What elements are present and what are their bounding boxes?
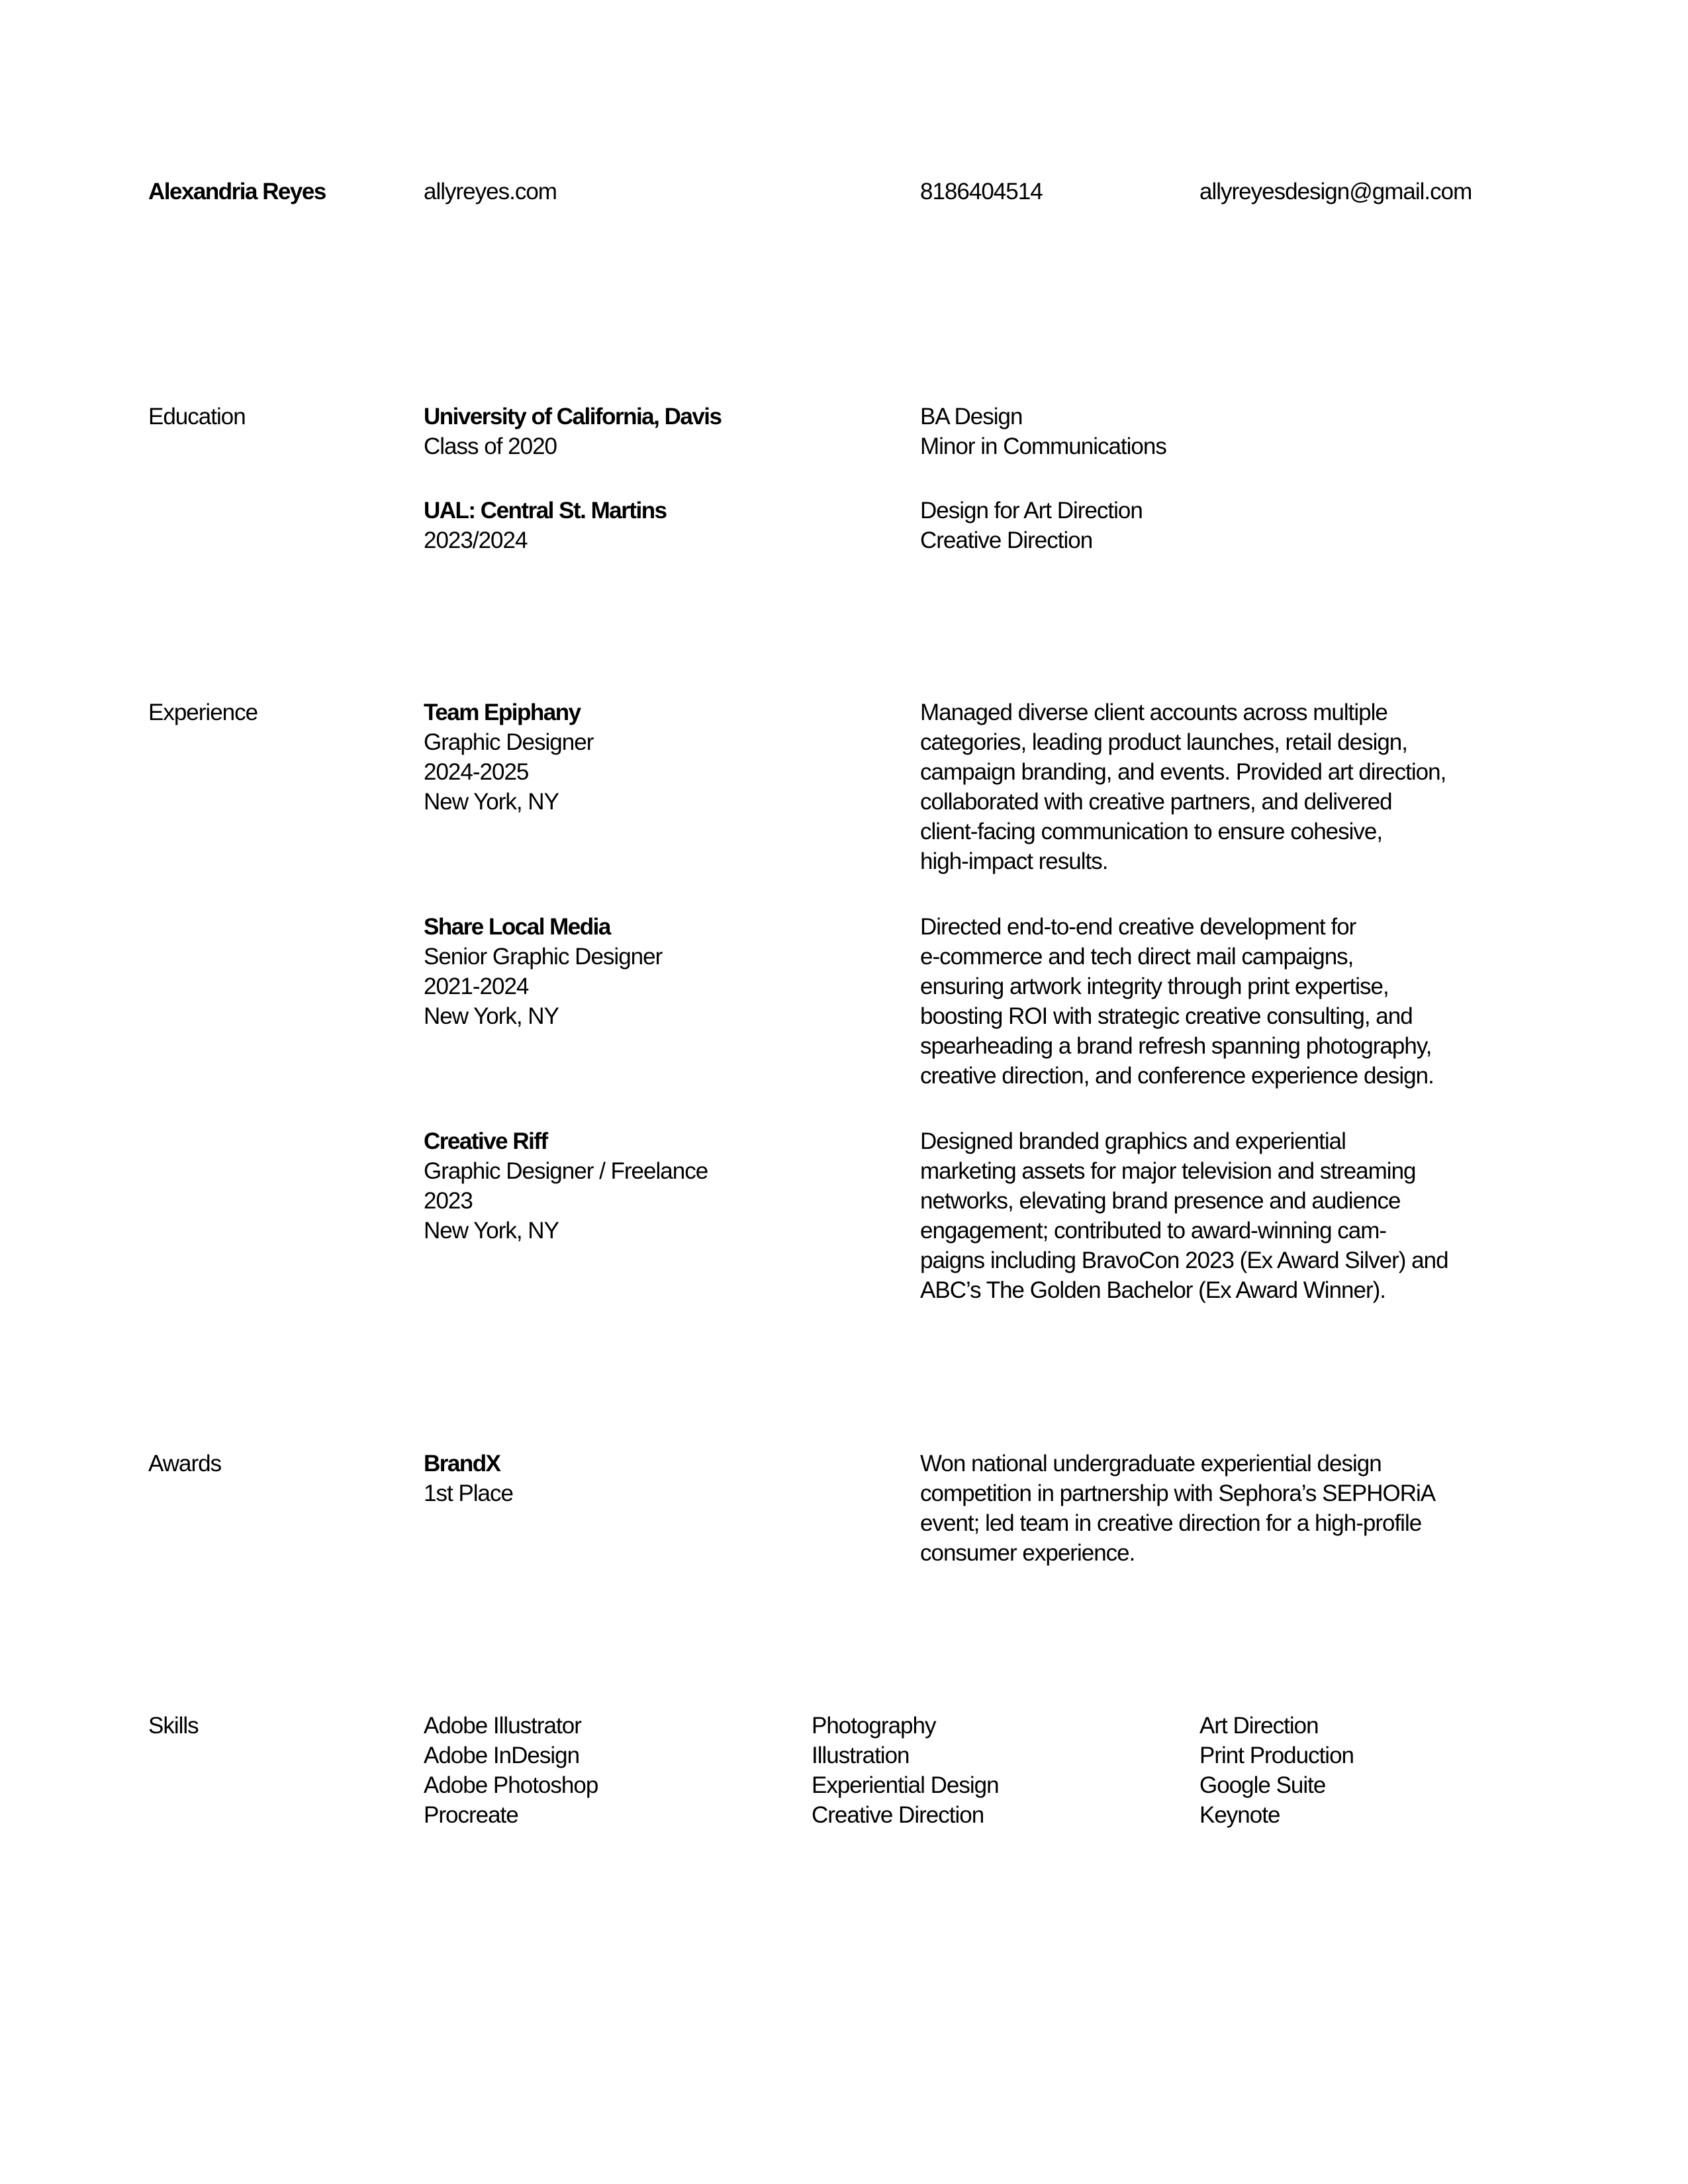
description-line: Managed diverse client accounts across multiple [920,700,1387,725]
company-name: Creative Riff [424,1128,547,1154]
section-label-awards: Awards [148,1451,222,1477]
degree-line: Design for Art Direction [920,498,1143,523]
job-role: Graphic Designer / Freelance [424,1158,708,1184]
experience-description [920,698,1446,876]
skill-item: Print Production [1199,1743,1354,1768]
description-line: spearheading a brand refresh spanning photography, [920,1033,1432,1059]
education-entry [424,402,721,461]
email-link[interactable]: allyreyesdesign@gmail.com [1199,179,1472,205]
description-line: paigns including BravoCon 2023 (Ex Award Silver) and [920,1248,1448,1273]
description-line: categories, leading product launches, retail design, [920,729,1407,755]
description-line: Designed branded graphics and experiential [920,1128,1346,1154]
description-line: collaborated with creative partners, and delivered [920,789,1392,815]
skill-item: Photography [812,1713,936,1739]
job-years: 2024-2025 [424,759,529,785]
skill-item: Adobe Photoshop [424,1772,598,1798]
company-name: Team Epiphany [424,700,581,725]
skill-item: Google Suite [1199,1772,1326,1798]
skill-item: Art Direction [1199,1713,1319,1739]
degree-line: BA Design [920,404,1023,430]
section-label-education: Education [148,404,246,430]
degree-info [920,496,1143,555]
skill-item: Adobe Illustrator [424,1713,581,1739]
skill-item: Creative Direction [812,1802,984,1828]
section-label-experience: Experience [148,700,258,725]
description-line: Directed end-to-end creative development for [920,914,1356,940]
degree-info [920,402,1166,461]
website-link[interactable]: allyreyes.com [424,179,557,205]
description-line: Won national undergraduate experiential design [920,1451,1382,1477]
description-line: creative direction, and conference experience design. [920,1063,1434,1089]
skill-item: Experiential Design [812,1772,999,1798]
description-line: client-facing communication to ensure cohesive, [920,819,1383,844]
job-years: 2023 [424,1188,473,1214]
skill-item: Illustration [812,1743,910,1768]
award-place: 1st Place [424,1480,513,1506]
section-label-skills: Skills [148,1713,199,1739]
skills-column [424,1711,598,1830]
experience-description [920,1126,1448,1305]
skills-column [1199,1711,1354,1830]
school-name: University of California, Davis [424,404,722,430]
job-role: Senior Graphic Designer [424,944,663,970]
school-name: UAL: Central St. Martins [424,498,667,523]
description-line: ensuring artwork integrity through print expertise, [920,974,1389,999]
company-name: Share Local Media [424,914,610,940]
description-line: event; led team in creative direction for a high-profile [920,1510,1422,1536]
job-location: New York, NY [424,1003,559,1029]
award-description [920,1449,1435,1568]
description-line: campaign branding, and events. Provided art direction, [920,759,1446,785]
skill-item: Adobe InDesign [424,1743,580,1768]
school-detail: 2023/2024 [424,527,528,553]
description-line: boosting ROI with strategic creative consulting, and [920,1003,1413,1029]
resume-name: Alexandria Reyes [148,179,326,205]
description-line: competition in partnership with Sephora’s SEPHORiA [920,1480,1436,1506]
degree-line: Minor in Communications [920,433,1166,459]
description-line: ABC’s The Golden Bachelor (Ex Award Winner). [920,1277,1386,1303]
description-line: high-impact results. [920,848,1108,874]
job-location: New York, NY [424,1218,559,1244]
description-line: engagement; contributed to award-winning cam- [920,1218,1387,1244]
skill-item: Keynote [1199,1802,1280,1828]
education-entry [424,496,667,555]
school-detail: Class of 2020 [424,433,557,459]
description-line: e-commerce and tech direct mail campaigns, [920,944,1354,970]
description-line: marketing assets for major television and streaming [920,1158,1416,1184]
job-role: Graphic Designer [424,729,594,755]
experience-description [920,912,1434,1091]
experience-entry [424,698,593,817]
award-name: BrandX [424,1451,500,1477]
description-line: networks, elevating brand presence and audience [920,1188,1401,1214]
description-line: consumer experience. [920,1540,1135,1566]
job-location: New York, NY [424,789,559,815]
job-years: 2021-2024 [424,974,529,999]
skill-item: Procreate [424,1802,518,1828]
experience-entry [424,912,662,1031]
phone-number[interactable]: 8186404514 [920,179,1043,205]
award-entry [424,1449,513,1508]
skills-column [812,1711,999,1830]
experience-entry [424,1126,708,1246]
degree-line: Creative Direction [920,527,1093,553]
